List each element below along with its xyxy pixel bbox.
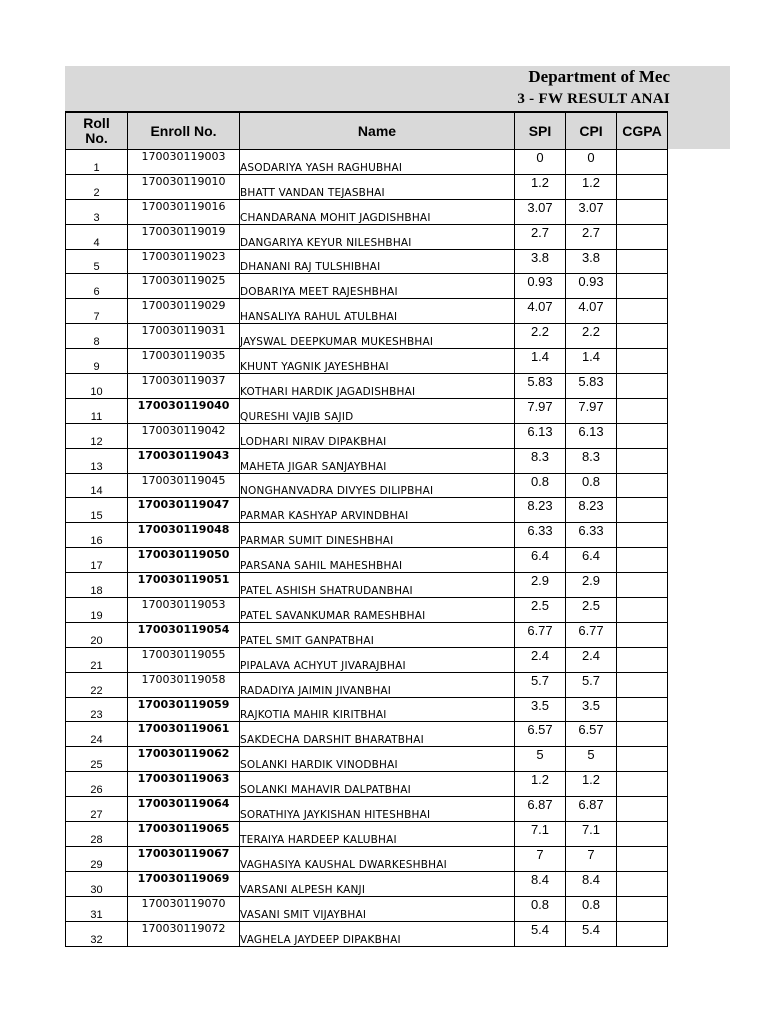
table-row bbox=[66, 622, 668, 647]
student-name-cell: VAGHASIYA KAUSHAL DWARKESHBHAI bbox=[240, 846, 515, 871]
cpi-cell: 8.3 bbox=[566, 448, 617, 473]
student-name-cell: PIPALAVA ACHYUT JIVARAJBHAI bbox=[240, 647, 515, 672]
cpi-cell: 2.7 bbox=[566, 224, 617, 249]
student-name-cell: DOBARIYA MEET RAJESHBHAI bbox=[240, 274, 515, 299]
cgpa-cell bbox=[617, 448, 668, 473]
student-name-cell: PATEL SAVANKUMAR RAMESHBHAI bbox=[240, 598, 515, 623]
enroll-number-cell: 170030119059 bbox=[128, 697, 240, 722]
enroll-number-cell: 170030119045 bbox=[128, 473, 240, 498]
table-row bbox=[66, 647, 668, 672]
student-name-cell: PARSANA SAHIL MAHESHBHAI bbox=[240, 548, 515, 573]
spi-cell: 6.33 bbox=[515, 523, 566, 548]
roll-number-cell: 21 bbox=[66, 647, 128, 672]
spi-cell: 8.23 bbox=[515, 498, 566, 523]
roll-number-cell: 15 bbox=[66, 498, 128, 523]
enroll-number-cell: 170030119003 bbox=[128, 150, 240, 175]
header-row bbox=[66, 112, 668, 150]
roll-number-cell: 8 bbox=[66, 324, 128, 349]
roll-number-cell: 23 bbox=[66, 697, 128, 722]
enroll-number-cell: 170030119042 bbox=[128, 423, 240, 448]
cgpa-cell bbox=[617, 921, 668, 946]
spi-cell: 6.77 bbox=[515, 622, 566, 647]
enroll-number-cell: 170030119054 bbox=[128, 622, 240, 647]
student-name-cell: NONGHANVADRA DIVYES DILIPBHAI bbox=[240, 473, 515, 498]
cpi-cell: 0.8 bbox=[566, 473, 617, 498]
student-name-cell: JAYSWAL DEEPKUMAR MUKESHBHAI bbox=[240, 324, 515, 349]
student-name-cell: RADADIYA JAIMIN JIVANBHAI bbox=[240, 672, 515, 697]
spi-cell: 5.7 bbox=[515, 672, 566, 697]
enroll-number-cell: 170030119023 bbox=[128, 249, 240, 274]
cpi-cell: 3.5 bbox=[566, 697, 617, 722]
cpi-cell: 8.4 bbox=[566, 871, 617, 896]
col-header-roll bbox=[66, 112, 128, 150]
cpi-cell: 6.4 bbox=[566, 548, 617, 573]
table-row bbox=[66, 299, 668, 324]
student-name-cell: MAHETA JIGAR SANJAYBHAI bbox=[240, 448, 515, 473]
roll-number-cell: 18 bbox=[66, 573, 128, 598]
enroll-number-cell: 170030119047 bbox=[128, 498, 240, 523]
student-name-cell: RAJKOTIA MAHIR KIRITBHAI bbox=[240, 697, 515, 722]
col-header-cgpa: CGPA bbox=[617, 112, 668, 150]
roll-number-cell: 22 bbox=[66, 672, 128, 697]
roll-number-cell: 14 bbox=[66, 473, 128, 498]
spi-cell: 5 bbox=[515, 747, 566, 772]
table-row bbox=[66, 548, 668, 573]
table-row bbox=[66, 349, 668, 374]
table-row bbox=[66, 274, 668, 299]
roll-number-cell: 13 bbox=[66, 448, 128, 473]
spi-cell: 2.7 bbox=[515, 224, 566, 249]
table-row bbox=[66, 249, 668, 274]
student-name-cell: PATEL ASHISH SHATRUDANBHAI bbox=[240, 573, 515, 598]
roll-number-cell: 26 bbox=[66, 772, 128, 797]
table-row bbox=[66, 573, 668, 598]
cgpa-cell bbox=[617, 722, 668, 747]
cgpa-cell bbox=[617, 174, 668, 199]
enroll-number-cell: 170030119050 bbox=[128, 548, 240, 573]
cgpa-cell bbox=[617, 896, 668, 921]
cpi-cell: 7.1 bbox=[566, 822, 617, 847]
cpi-cell: 2.9 bbox=[566, 573, 617, 598]
enroll-number-cell: 170030119069 bbox=[128, 871, 240, 896]
table-row bbox=[66, 822, 668, 847]
table-row bbox=[66, 448, 668, 473]
roll-number-cell: 17 bbox=[66, 548, 128, 573]
roll-number-cell: 3 bbox=[66, 199, 128, 224]
student-name-cell: PATEL SMIT GANPATBHAI bbox=[240, 622, 515, 647]
roll-number-cell: 19 bbox=[66, 598, 128, 623]
spi-cell: 2.5 bbox=[515, 598, 566, 623]
table-row bbox=[66, 871, 668, 896]
enroll-number-cell: 170030119070 bbox=[128, 896, 240, 921]
spi-cell: 0.8 bbox=[515, 896, 566, 921]
student-name-cell: SAKDECHA DARSHIT BHARATBHAI bbox=[240, 722, 515, 747]
cpi-cell: 7 bbox=[566, 846, 617, 871]
student-name-cell: PARMAR SUMIT DINESHBHAI bbox=[240, 523, 515, 548]
enroll-number-cell: 170030119029 bbox=[128, 299, 240, 324]
cpi-cell: 6.77 bbox=[566, 622, 617, 647]
cgpa-cell bbox=[617, 299, 668, 324]
cgpa-cell bbox=[617, 672, 668, 697]
cpi-cell: 2.4 bbox=[566, 647, 617, 672]
student-name-cell: SOLANKI HARDIK VINODBHAI bbox=[240, 747, 515, 772]
spi-cell: 0.8 bbox=[515, 473, 566, 498]
cgpa-cell bbox=[617, 498, 668, 523]
enroll-number-cell: 170030119019 bbox=[128, 224, 240, 249]
spi-cell: 2.4 bbox=[515, 647, 566, 672]
student-name-cell: SORATHIYA JAYKISHAN HITESHBHAI bbox=[240, 797, 515, 822]
roll-number-cell: 29 bbox=[66, 846, 128, 871]
roll-number-cell: 25 bbox=[66, 747, 128, 772]
spi-cell: 7.97 bbox=[515, 398, 566, 423]
table-row bbox=[66, 846, 668, 871]
cpi-cell: 5.4 bbox=[566, 921, 617, 946]
enroll-number-cell: 170030119055 bbox=[128, 647, 240, 672]
table-row bbox=[66, 150, 668, 175]
cgpa-cell bbox=[617, 747, 668, 772]
enroll-number-cell: 170030119061 bbox=[128, 722, 240, 747]
student-name-cell: LODHARI NIRAV DIPAKBHAI bbox=[240, 423, 515, 448]
cpi-cell: 1.2 bbox=[566, 772, 617, 797]
cpi-cell: 4.07 bbox=[566, 299, 617, 324]
table-row bbox=[66, 423, 668, 448]
cgpa-cell bbox=[617, 647, 668, 672]
spi-cell: 3.07 bbox=[515, 199, 566, 224]
roll-number-cell: 12 bbox=[66, 423, 128, 448]
student-name-cell: VAGHELA JAYDEEP DIPAKBHAI bbox=[240, 921, 515, 946]
roll-number-cell: 1 bbox=[66, 150, 128, 175]
cpi-cell: 0 bbox=[566, 150, 617, 175]
table-row bbox=[66, 324, 668, 349]
cpi-cell: 1.4 bbox=[566, 349, 617, 374]
enroll-number-cell: 170030119063 bbox=[128, 772, 240, 797]
roll-number-cell: 10 bbox=[66, 374, 128, 399]
table-row bbox=[66, 672, 668, 697]
col-header-spi: SPI bbox=[515, 112, 566, 150]
spi-cell: 0 bbox=[515, 150, 566, 175]
enroll-number-cell: 170030119072 bbox=[128, 921, 240, 946]
table-row bbox=[66, 598, 668, 623]
student-name-cell: PARMAR KASHYAP ARVINDBHAI bbox=[240, 498, 515, 523]
enroll-number-cell: 170030119010 bbox=[128, 174, 240, 199]
cgpa-cell bbox=[617, 349, 668, 374]
col-header-name: Name bbox=[240, 112, 515, 150]
cgpa-cell bbox=[617, 871, 668, 896]
spi-cell: 5.83 bbox=[515, 374, 566, 399]
cpi-cell: 5 bbox=[566, 747, 617, 772]
roll-number-cell: 30 bbox=[66, 871, 128, 896]
enroll-number-cell: 170030119048 bbox=[128, 523, 240, 548]
roll-number-cell: 2 bbox=[66, 174, 128, 199]
col-header-roll-label: Roll No. bbox=[83, 115, 110, 146]
cpi-cell: 2.2 bbox=[566, 324, 617, 349]
spi-cell: 1.4 bbox=[515, 349, 566, 374]
col-header-cpi: CPI bbox=[566, 112, 617, 150]
cgpa-cell bbox=[617, 224, 668, 249]
roll-number-cell: 4 bbox=[66, 224, 128, 249]
enroll-number-cell: 170030119058 bbox=[128, 672, 240, 697]
department-title: Department of Mec bbox=[528, 67, 670, 86]
roll-number-cell: 32 bbox=[66, 921, 128, 946]
enroll-number-cell: 170030119035 bbox=[128, 349, 240, 374]
table-row bbox=[66, 174, 668, 199]
cpi-cell: 0.8 bbox=[566, 896, 617, 921]
spi-cell: 5.4 bbox=[515, 921, 566, 946]
spi-cell: 3.5 bbox=[515, 697, 566, 722]
enroll-number-cell: 170030119062 bbox=[128, 747, 240, 772]
spi-cell: 2.9 bbox=[515, 573, 566, 598]
enroll-number-cell: 170030119051 bbox=[128, 573, 240, 598]
cpi-cell: 6.57 bbox=[566, 722, 617, 747]
result-analysis-title: 3 - FW RESULT ANAI bbox=[517, 91, 670, 107]
cgpa-cell bbox=[617, 473, 668, 498]
roll-number-cell: 27 bbox=[66, 797, 128, 822]
table-row bbox=[66, 374, 668, 399]
enroll-number-cell: 170030119053 bbox=[128, 598, 240, 623]
spi-cell: 6.4 bbox=[515, 548, 566, 573]
cpi-cell: 0.93 bbox=[566, 274, 617, 299]
roll-number-cell: 31 bbox=[66, 896, 128, 921]
col-header-enroll: Enroll No. bbox=[128, 112, 240, 150]
cpi-cell: 3.8 bbox=[566, 249, 617, 274]
student-name-cell: KHUNT YAGNIK JAYESHBHAI bbox=[240, 349, 515, 374]
cgpa-cell bbox=[617, 423, 668, 448]
cgpa-cell bbox=[617, 822, 668, 847]
student-name-cell: BHATT VANDAN TEJASBHAI bbox=[240, 174, 515, 199]
table-row bbox=[66, 722, 668, 747]
enroll-number-cell: 170030119064 bbox=[128, 797, 240, 822]
enroll-number-cell: 170030119025 bbox=[128, 274, 240, 299]
cgpa-cell bbox=[617, 548, 668, 573]
table-row bbox=[66, 398, 668, 423]
cgpa-cell bbox=[617, 797, 668, 822]
cgpa-cell bbox=[617, 324, 668, 349]
table-row bbox=[66, 473, 668, 498]
cpi-cell: 5.7 bbox=[566, 672, 617, 697]
cgpa-cell bbox=[617, 398, 668, 423]
spi-cell: 4.07 bbox=[515, 299, 566, 324]
spi-cell: 0.93 bbox=[515, 274, 566, 299]
table-row bbox=[66, 224, 668, 249]
spi-cell: 8.4 bbox=[515, 871, 566, 896]
cgpa-cell bbox=[617, 573, 668, 598]
roll-number-cell: 28 bbox=[66, 822, 128, 847]
enroll-number-cell: 170030119040 bbox=[128, 398, 240, 423]
cpi-cell: 8.23 bbox=[566, 498, 617, 523]
table-row bbox=[66, 199, 668, 224]
student-name-cell: KOTHARI HARDIK JAGADISHBHAI bbox=[240, 374, 515, 399]
spi-cell: 1.2 bbox=[515, 772, 566, 797]
roll-number-cell: 6 bbox=[66, 274, 128, 299]
cgpa-cell bbox=[617, 274, 668, 299]
enroll-number-cell: 170030119043 bbox=[128, 448, 240, 473]
spi-cell: 7.1 bbox=[515, 822, 566, 847]
cpi-cell: 3.07 bbox=[566, 199, 617, 224]
cgpa-cell bbox=[617, 199, 668, 224]
student-name-cell: DHANANI RAJ TULSHIBHAI bbox=[240, 249, 515, 274]
student-name-cell: VARSANI ALPESH KANJI bbox=[240, 871, 515, 896]
roll-number-cell: 9 bbox=[66, 349, 128, 374]
roll-number-cell: 7 bbox=[66, 299, 128, 324]
cpi-cell: 6.87 bbox=[566, 797, 617, 822]
enroll-number-cell: 170030119037 bbox=[128, 374, 240, 399]
table-row bbox=[66, 498, 668, 523]
cgpa-cell bbox=[617, 772, 668, 797]
student-name-cell: TERAIYA HARDEEP KALUBHAI bbox=[240, 822, 515, 847]
student-name-cell: DANGARIYA KEYUR NILESHBHAI bbox=[240, 224, 515, 249]
cpi-cell: 6.13 bbox=[566, 423, 617, 448]
cgpa-cell bbox=[617, 598, 668, 623]
spi-cell: 8.3 bbox=[515, 448, 566, 473]
table-row bbox=[66, 896, 668, 921]
spi-cell: 3.8 bbox=[515, 249, 566, 274]
cgpa-cell bbox=[617, 622, 668, 647]
student-name-cell: QURESHI VAJIB SAJID bbox=[240, 398, 515, 423]
table-row bbox=[66, 921, 668, 946]
table-row bbox=[66, 747, 668, 772]
spi-cell: 6.57 bbox=[515, 722, 566, 747]
spi-cell: 6.13 bbox=[515, 423, 566, 448]
cpi-cell: 7.97 bbox=[566, 398, 617, 423]
cgpa-cell bbox=[617, 697, 668, 722]
enroll-number-cell: 170030119067 bbox=[128, 846, 240, 871]
cgpa-cell bbox=[617, 846, 668, 871]
roll-number-cell: 11 bbox=[66, 398, 128, 423]
cgpa-cell bbox=[617, 523, 668, 548]
enroll-number-cell: 170030119031 bbox=[128, 324, 240, 349]
roll-number-cell: 24 bbox=[66, 722, 128, 747]
spi-cell: 1.2 bbox=[515, 174, 566, 199]
enroll-number-cell: 170030119016 bbox=[128, 199, 240, 224]
enroll-number-cell: 170030119065 bbox=[128, 822, 240, 847]
cgpa-cell bbox=[617, 249, 668, 274]
roll-number-cell: 20 bbox=[66, 622, 128, 647]
cpi-cell: 2.5 bbox=[566, 598, 617, 623]
student-name-cell: CHANDARANA MOHIT JAGDISHBHAI bbox=[240, 199, 515, 224]
roll-number-cell: 5 bbox=[66, 249, 128, 274]
cpi-cell: 1.2 bbox=[566, 174, 617, 199]
cgpa-cell bbox=[617, 150, 668, 175]
cpi-cell: 5.83 bbox=[566, 374, 617, 399]
table-row bbox=[66, 797, 668, 822]
student-name-cell: SOLANKI MAHAVIR DALPATBHAI bbox=[240, 772, 515, 797]
student-name-cell: VASANI SMIT VIJAYBHAI bbox=[240, 896, 515, 921]
table-body bbox=[66, 150, 668, 947]
table-row bbox=[66, 523, 668, 548]
roll-number-cell: 16 bbox=[66, 523, 128, 548]
spi-cell: 6.87 bbox=[515, 797, 566, 822]
cgpa-cell bbox=[617, 374, 668, 399]
table-row bbox=[66, 697, 668, 722]
student-name-cell: ASODARIYA YASH RAGHUBHAI bbox=[240, 150, 515, 175]
student-name-cell: HANSALIYA RAHUL ATULBHAI bbox=[240, 299, 515, 324]
spi-cell: 7 bbox=[515, 846, 566, 871]
result-table bbox=[65, 111, 668, 947]
table-row bbox=[66, 772, 668, 797]
spi-cell: 2.2 bbox=[515, 324, 566, 349]
cpi-cell: 6.33 bbox=[566, 523, 617, 548]
